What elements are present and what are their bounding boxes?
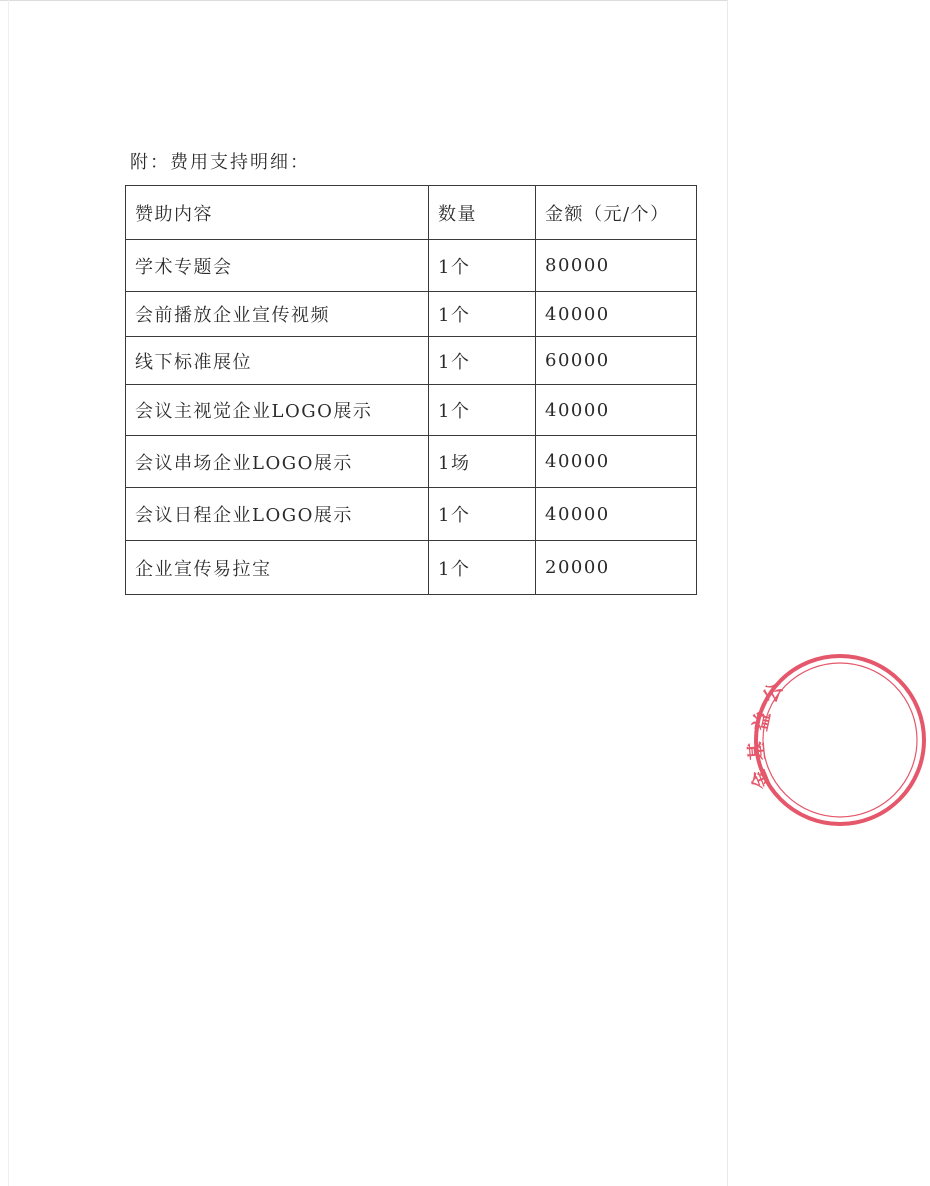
cell-qty: 1个 — [429, 541, 536, 595]
header-amount: 金额（元/个） — [536, 186, 697, 240]
header-sponsor-content: 赞助内容 — [126, 186, 429, 240]
cell-amount: 40000 — [536, 488, 697, 541]
table-row — [126, 436, 697, 488]
scan-edge-right — [727, 0, 728, 1186]
cell-qty: 1个 — [429, 488, 536, 541]
cell-amount: 80000 — [536, 240, 697, 292]
header-quantity: 数量 — [429, 186, 536, 240]
cell-amount: 20000 — [536, 541, 697, 595]
table-row — [126, 292, 697, 337]
cell-item: 会前播放企业宣传视频 — [126, 292, 429, 337]
cell-qty: 1个 — [429, 292, 536, 337]
cell-amount: 60000 — [536, 337, 697, 385]
svg-text:基: 基 — [745, 740, 769, 762]
cell-item: 线下标准展位 — [126, 337, 429, 385]
cell-item: 企业宣传易拉宝 — [126, 541, 429, 595]
table-row — [126, 337, 697, 385]
scan-edge-left — [8, 0, 9, 1186]
svg-text:金: 金 — [747, 766, 775, 793]
cell-item: 会议主视觉企业LOGO展示 — [126, 385, 429, 436]
table-row — [126, 385, 697, 436]
cell-item: 学术专题会 — [126, 240, 429, 292]
table-row — [126, 541, 697, 595]
table-header-row — [126, 186, 697, 240]
cell-amount: 40000 — [536, 436, 697, 488]
fee-support-table — [125, 185, 697, 595]
cell-qty: 1个 — [429, 385, 536, 436]
cell-item: 会议串场企业LOGO展示 — [126, 436, 429, 488]
official-seal-stamp — [745, 650, 930, 830]
svg-text:益: 益 — [749, 709, 775, 734]
cell-qty: 1个 — [429, 240, 536, 292]
table-row — [126, 488, 697, 541]
attachment-heading: 附：费用支持明细： — [130, 152, 310, 173]
cell-item: 会议日程企业LOGO展示 — [126, 488, 429, 541]
cell-amount: 40000 — [536, 385, 697, 436]
cell-amount: 40000 — [536, 292, 697, 337]
cell-qty: 1场 — [429, 436, 536, 488]
cell-qty: 1个 — [429, 337, 536, 385]
scan-edge-top — [0, 0, 727, 1]
svg-text:公: 公 — [758, 679, 788, 707]
table-row — [126, 240, 697, 292]
